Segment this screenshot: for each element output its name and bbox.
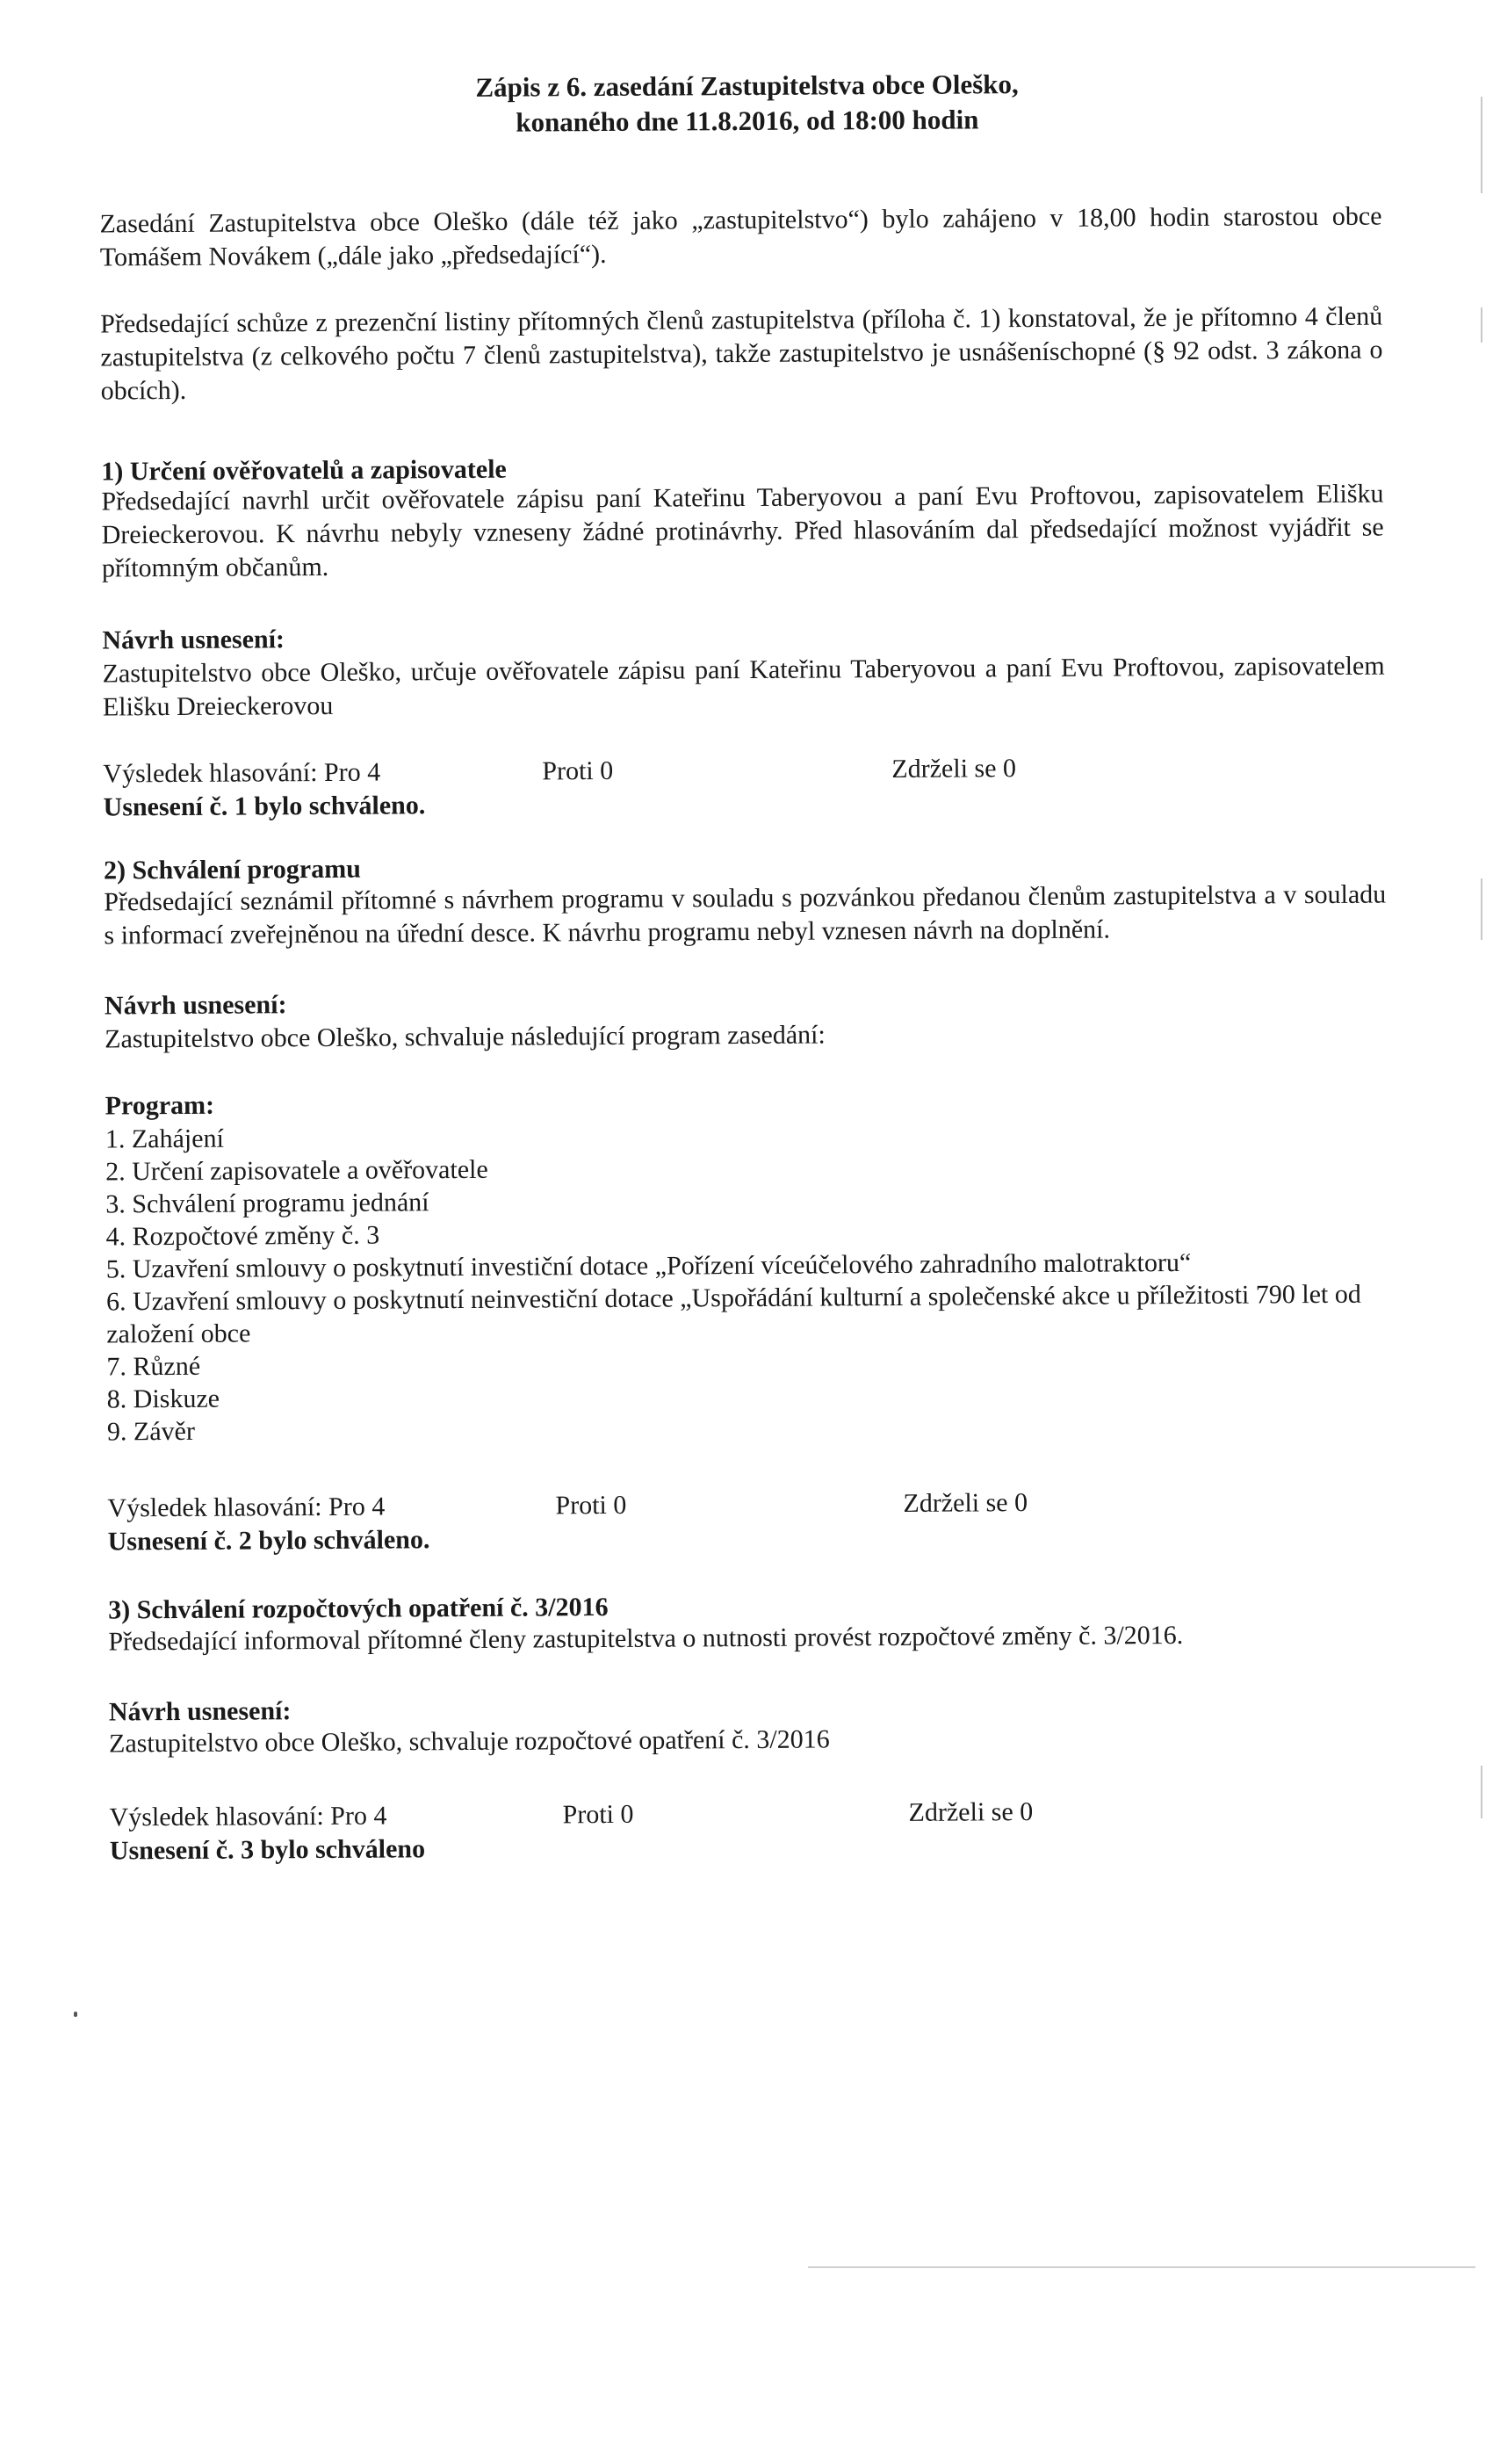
section2-vote-for: Výsledek hlasování: Pro 4: [107, 1492, 386, 1523]
section3-vote-for: Výsledek hlasování: Pro 4: [109, 1801, 387, 1832]
scan-bottom-line: [808, 2266, 1475, 2268]
document-title-line1: Zápis z 6. zasedání Zastupitelstva obce Oleško,: [475, 69, 1019, 103]
section1-result: Usnesení č. 1 bylo schváleno.: [103, 791, 426, 822]
document-title-line2: konaného dne 11.8.2016, od 18:00 hodin: [516, 104, 979, 138]
section1-text: Předsedající navrhl určit ověřovatele zápisu paní Kateřinu Taberyovou a paní Evu Proftovou, zapisovatelem Elišku Dreieckerovou. K návrhu nebyly vzneseny žádné protinávrhy. Před hlasováním dal předsedající možnost vyjádřit se přítomným občanům.: [101, 479, 1384, 583]
program-item: 5. Uzavření smlouvy o poskytnutí investiční dotace „Pořízení víceúčelového zahradního malotraktoru“: [105, 1247, 1192, 1284]
scan-edge-mark: [1481, 97, 1482, 193]
scan-dot-mark: [74, 2012, 77, 2017]
scan-edge-mark: [1481, 878, 1482, 940]
program-item: 9. Závěr: [106, 1416, 195, 1447]
section2-vote-against: Proti 0: [555, 1490, 627, 1521]
section1-vote-for: Výsledek hlasování: Pro 4: [103, 757, 381, 789]
intro-paragraph-quorum: Předsedající schůze z prezenční listiny přítomných členů zastupitelstva (příloha č. 1) konstatoval, že je přítomno 4 členů zastupitelstva (z celkového počtu 7 členů zastupitelstva), takže zastupitelstvo je usnášeníschopné (§ 92 odst. 3 zákona o obcích).: [100, 301, 1383, 406]
section3-heading: 3) Schválení rozpočtových opatření č. 3/2016: [108, 1592, 609, 1625]
section2-text: Předsedající seznámil přítomné s návrhem programu v souladu s pozvánkou předanou členům zastupitelstva a v souladu s informací zveřejněnou na úřední desce. K návrhu programu nebyl vznesen návrh na doplnění.: [104, 879, 1387, 950]
program-item: 6. Uzavření smlouvy o poskytnutí neinvestiční dotace „Uspořádání kulturní a společenské akce u příležitosti 790 let od založení obce: [105, 1279, 1361, 1349]
section1-vote-against: Proti 0: [542, 755, 614, 786]
program-item: 4. Rozpočtové změny č. 3: [105, 1220, 380, 1252]
section3-proposal-heading: Návrh usnesení:: [108, 1696, 292, 1727]
section3-vote-abstain: Zdrželi se 0: [908, 1797, 1034, 1827]
program-item: 1. Zahájení: [105, 1124, 224, 1154]
section3-result: Usnesení č. 3 bylo schváleno: [109, 1834, 426, 1866]
program-heading: Program:: [105, 1090, 215, 1121]
section1-heading: 1) Určení ověřovatelů a zapisovatele: [101, 454, 507, 487]
section2-heading: 2) Schválení programu: [103, 854, 361, 885]
section2-proposal-text: Zastupitelstvo obce Oleško, schvaluje následující program zasedání:: [105, 1020, 826, 1054]
section3-vote-against: Proti 0: [562, 1799, 634, 1830]
program-item: 8. Diskuze: [106, 1384, 220, 1414]
section1-proposal-text: Zastupitelstvo obce Oleško, určuje ověřovatele zápisu paní Kateřinu Taberyovou a paní Evu Proftovou, zapisovatelem Elišku Dreieckerovou: [102, 651, 1385, 722]
program-item: 3. Schválení programu jednání: [105, 1188, 429, 1219]
program-item: 2. Určení zapisovatele a ověřovatele: [105, 1154, 488, 1187]
program-list: [105, 1116, 1389, 1449]
section3-text: Předsedající informoval přítomné členy zastupitelstva o nutnosti provést rozpočtové změny č. 3/2016.: [108, 1620, 1184, 1657]
scan-edge-mark: [1481, 1766, 1482, 1818]
section3-proposal-text: Zastupitelstvo obce Oleško, schvaluje rozpočtové opatření č. 3/2016: [109, 1724, 830, 1759]
program-item: 7. Různé: [106, 1351, 201, 1382]
intro-paragraph-opening: Zasedání Zastupitelstva obce Oleško (dále též jako „zastupitelstvo“) bylo zahájeno v 18,00 hodin starostou obce Tomášem Novákem („dále jako „předsedající“).: [99, 201, 1382, 272]
scan-edge-mark: [1481, 307, 1482, 343]
section1-proposal-heading: Návrh usnesení:: [102, 625, 285, 655]
section1-vote-abstain: Zdrželi se 0: [891, 754, 1017, 784]
section2-vote-abstain: Zdrželi se 0: [903, 1488, 1028, 1518]
section2-result: Usnesení č. 2 bylo schváleno.: [107, 1525, 430, 1557]
section2-proposal-heading: Návrh usnesení:: [104, 990, 287, 1021]
